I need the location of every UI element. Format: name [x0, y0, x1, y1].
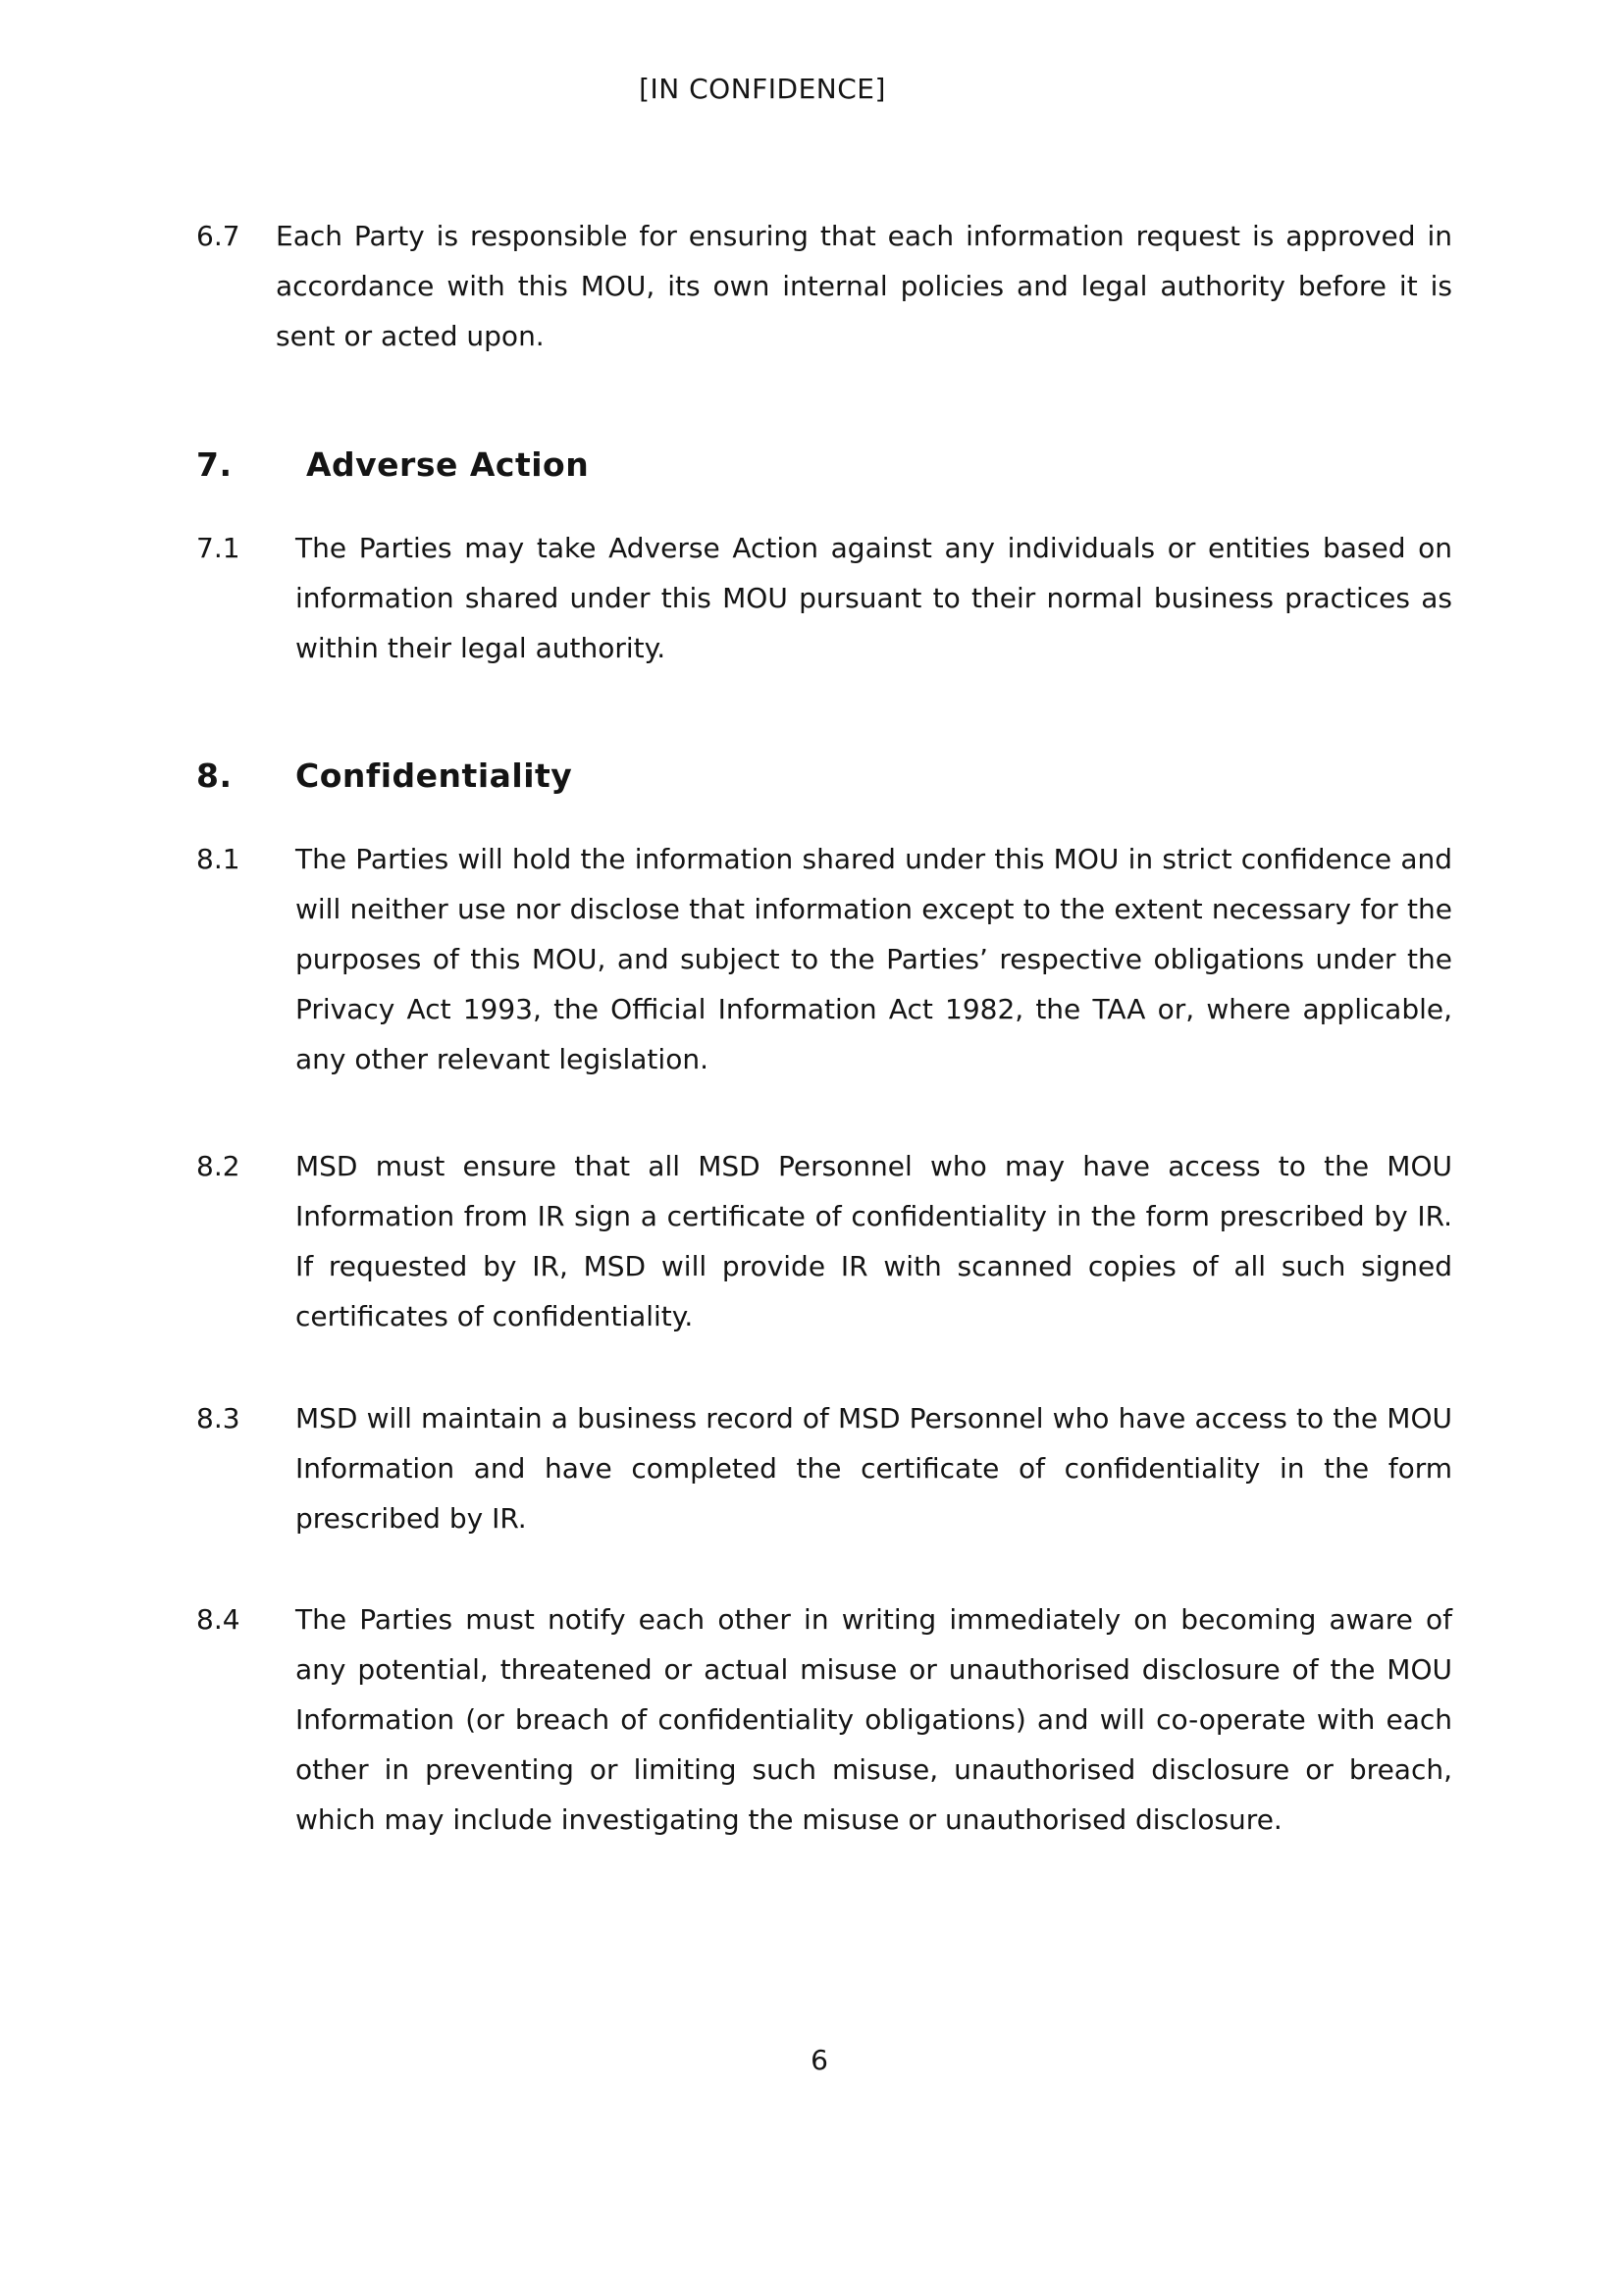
- clause-text: The Parties will hold the information shared under this MOU in strict confidence and will neither use nor disclose that information except to the extent necessary for the purposes of this MOU, and subject to the Parties’ respective obligations under the Privacy Act 1993, the Official Information Act 1982, the TAA or, where applicable, any other relevant legislation.: [295, 843, 1452, 1075]
- clause-8-3: [196, 1393, 1452, 1550]
- clause-text: MSD must ensure that all MSD Personnel who may have access to the MOU Information from IR sign a certificate of confidentiality in the form prescribed by IR. If requested by IR, MSD will provide IR with scanned copies of all such signed certificates of confidentiality.: [295, 1150, 1452, 1332]
- clause-text: MSD will maintain a business record of MSD Personnel who have access to the MOU Information and have completed the certificate of confidentiality in the form prescribed by IR.: [295, 1402, 1452, 1535]
- clause-number: 8.2: [196, 1150, 240, 1182]
- clause-text: The Parties must notify each other in writing immediately on becoming aware of any potential, threatened or actual misuse or unauthorised disclosure of the MOU Information (or breach of confidentiality obligations) and will co-operate with each other in preventing or limiting such misuse, unauthorised disclosure or breach, which may include investigating the misuse or unauthorised disclosure.: [295, 1603, 1452, 1836]
- classification-header: [IN CONFIDENCE]: [639, 73, 886, 105]
- page-number: 6: [811, 2044, 828, 2076]
- clause-8-1: [196, 834, 1452, 1089]
- clause-number: 6.7: [196, 220, 240, 252]
- section-title: Adverse Action: [306, 445, 590, 484]
- clause-number: 8.1: [196, 843, 240, 875]
- section-number: 7.: [196, 445, 233, 484]
- clause-number: 8.4: [196, 1603, 240, 1636]
- clause-text: The Parties may take Adverse Action against any individuals or entities based on information shared under this MOU pursuant to their normal business practices as within their legal authority.: [295, 532, 1452, 664]
- clause-number: 7.1: [196, 532, 240, 564]
- clause-number: 8.3: [196, 1402, 240, 1435]
- section-heading-confidentiality: [196, 757, 1276, 800]
- clause-6-7: [196, 211, 1452, 368]
- clause-text: Each Party is responsible for ensuring that each information request is approved in accordance with this MOU, its own internal policies and legal authority before it is sent or acted upon.: [276, 220, 1452, 352]
- section-title: Confidentiality: [295, 757, 573, 795]
- clause-8-2: [196, 1141, 1452, 1347]
- clause-7-1: [196, 523, 1452, 680]
- section-heading-adverse-action: [196, 445, 1276, 489]
- section-number: 8.: [196, 757, 233, 795]
- clause-8-4: [196, 1594, 1452, 1850]
